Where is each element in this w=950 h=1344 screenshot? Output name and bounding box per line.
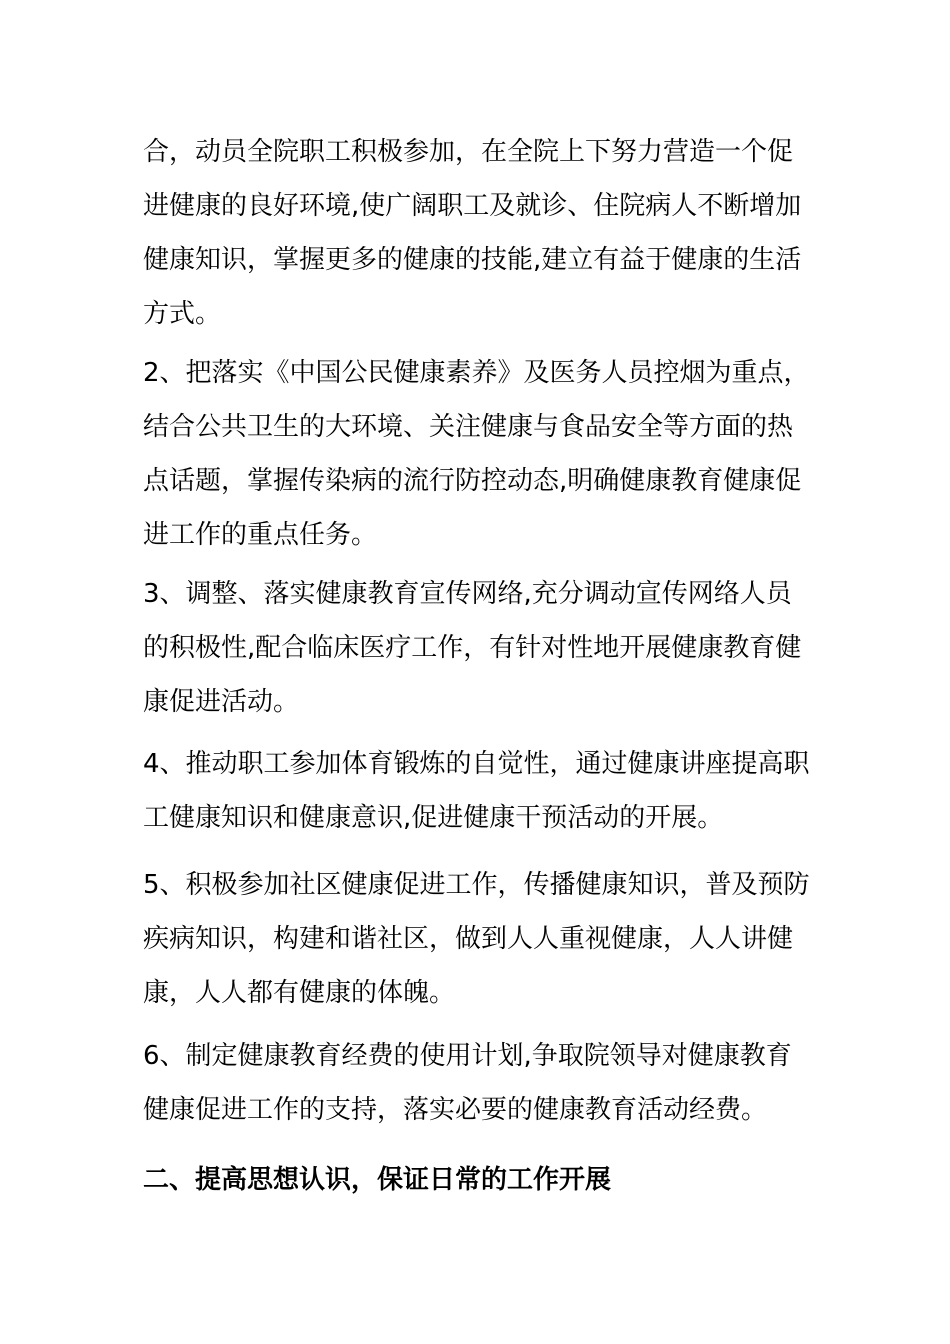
paragraph-item-2: 2、把落实《中国公民健康素养》及医务人员控烟为重点，结合公共卫生的大环境、关注健康与食品安全等方面的热点话题，掌握传染病的流行防控动态,明确健康教育健康促进工作的重点任务。	[143, 358, 810, 550]
paragraph-item-6: 6、制定健康教育经费的使用计划,争取院领导对健康教育健康促进工作的支持，落实必要的健康教育活动经费。	[143, 1041, 792, 1125]
paragraph-item-4: 4、推动职工参加体育锻炼的自觉性，通过健康讲座提高职工健康知识和健康意识,促进健康干预活动的开展。	[143, 749, 810, 833]
paragraph-item-5: 5、积极参加社区健康促进工作，传播健康知识，普及预防疾病知识，构建和谐社区，做到人人重视健康，人人讲健康，人人都有健康的体魄。	[143, 870, 810, 1008]
section-heading: 二、提高思想认识，保证日常的工作开展	[143, 1165, 612, 1195]
paragraph-continuation: 合，动员全院职工积极参加，在全院上下努力营造一个促进健康的良好环境,使广阔职工及就诊、住院病人不断增加健康知识，掌握更多的健康的技能,建立有益于健康的生活方式。	[143, 137, 802, 329]
paragraph-item-3: 3、调整、落实健康教育宣传网络,充分调动宣传网络人员的积极性,配合临床医疗工作，有针对性地开展健康教育健康促进活动。	[143, 579, 802, 717]
